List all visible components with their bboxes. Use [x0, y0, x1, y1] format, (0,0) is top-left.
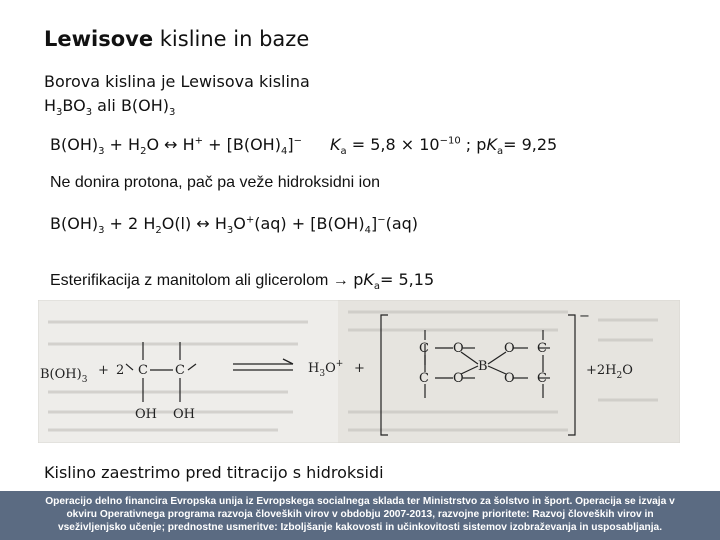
scan-charge: − — [579, 309, 590, 324]
equilibrium-equation-1: $B(OH)_3 + H_2O$ ↔ $H^+ + [B(OH)_4]^-$ — [50, 135, 302, 158]
scan-water: $+2H_2O$ — [586, 363, 633, 381]
scan-c-d: C — [537, 371, 547, 386]
scan-o-d: O — [504, 371, 515, 386]
equilibrium-equation-2: $B(OH)_3 + 2$ $H_2O(l)$ ↔ $H_3O^+(aq) + [B(OH)_4]^-(aq)$ — [50, 214, 419, 237]
scan-c-c: C — [537, 341, 547, 356]
scan-oh-2: OH — [173, 407, 195, 422]
scan-plus: + — [98, 363, 109, 378]
text-line-boric-acid: Borova kislina je Lewisova kislina — [44, 72, 310, 91]
scan-c-a: C — [419, 341, 429, 356]
footer-line-2: okviru Operativnega programa razvoja človeških virov v obdobju 2007-2013, razvojne prioritete: Razvoj človeških virov in — [66, 509, 654, 520]
scan-oh-1: OH — [135, 407, 157, 422]
ka-value: $K_a = 5,8 \times 10^{-10}$ ; $pK_a= 9,25$ — [330, 135, 558, 158]
footer-line-1: Operacijo delno financira Evropska unija iz Evropskega socialnega sklada ter Ministrstvo za šolstvo in šport. Operacija se izvaja v — [45, 496, 675, 507]
scan-carbon-1: C — [138, 363, 148, 378]
scan-c-b: C — [419, 371, 429, 386]
scan-o-b: O — [453, 371, 464, 386]
scan-carbon-2: C — [175, 363, 185, 378]
esterification-reaction-image — [38, 300, 680, 443]
scan-boron: B — [478, 359, 488, 374]
scan-coefficient: 2 — [116, 363, 125, 378]
scan-hydronium: $H_3O^+$ — [308, 359, 344, 379]
scan-o-a: O — [453, 341, 464, 356]
scan-boric-acid: $B(OH)_3$ — [40, 367, 88, 385]
footer-line-3: vseživljenjsko učenje; prednostne usmeritve: Izboljšanje kakovosti in učinkovitosti sistemov izobraževanja in usposabljanja. — [57, 522, 663, 533]
text-line-hydroxide: Ne donira protona, pač pa veže hidroksidni ion — [50, 174, 380, 191]
scan-o-c: O — [504, 341, 515, 356]
text-line-titration: Kislino zaestrimo pred titracijo s hidroksidi — [44, 463, 384, 482]
formula-line: $H_3BO_3$ ali $B(OH)_3$ — [44, 96, 176, 119]
slide-title: Lewisove kisline in baze — [44, 27, 310, 51]
funding-footer — [0, 491, 720, 540]
scan-plus-2: + — [354, 361, 365, 376]
text-line-esterification: Esterifikacija z manitolom ali glicerolom → $pK_a= 5,15$ — [50, 270, 435, 293]
